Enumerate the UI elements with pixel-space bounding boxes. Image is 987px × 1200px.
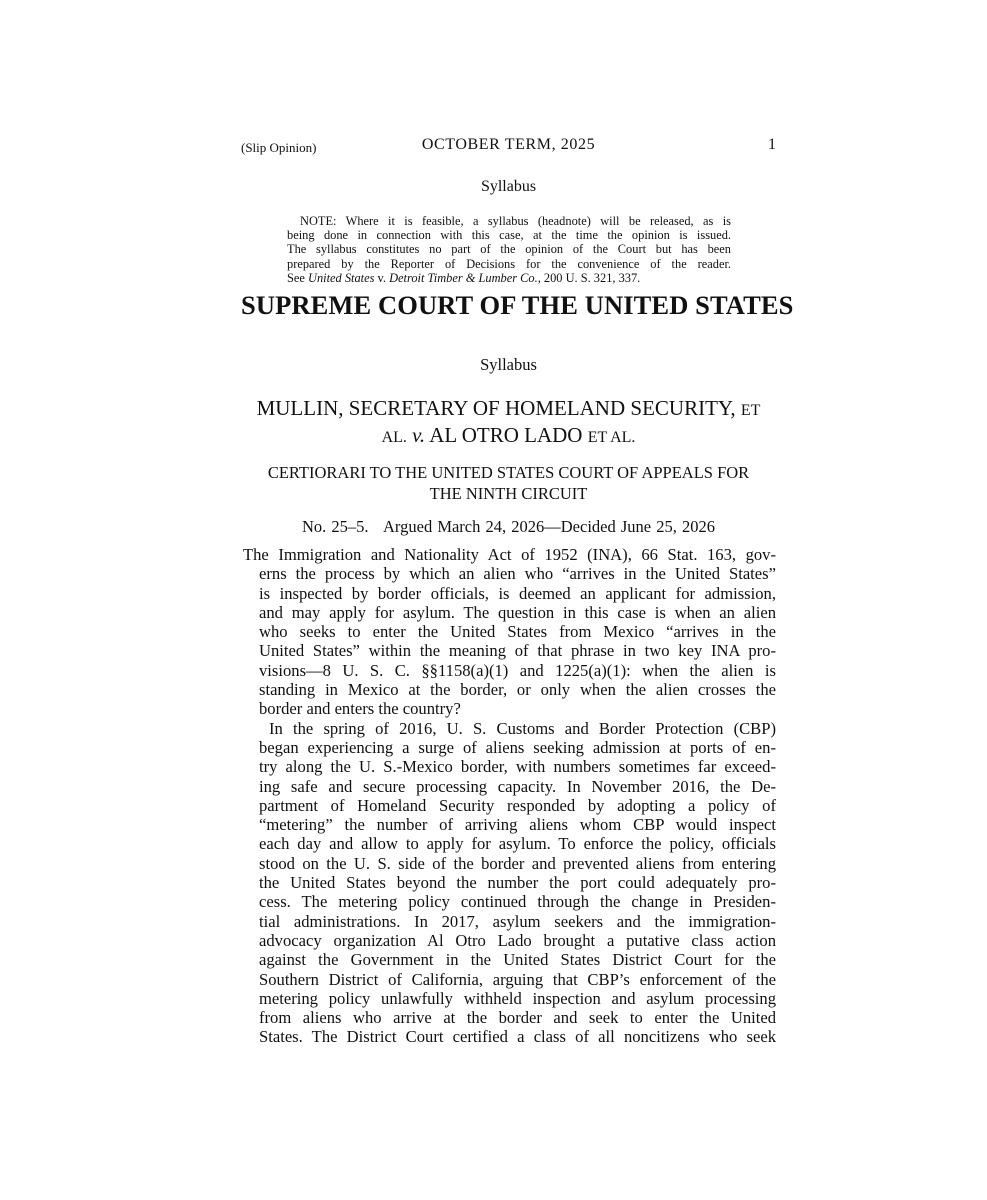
docket-line: No. 25–5. Argued March 24, 2026—Decided June 25, 2026	[302, 517, 715, 536]
body-line: tial administrations. In 2017, asylum seekers and the immigration-	[259, 911, 776, 931]
certiorari-line-1: CERTIORARI TO THE UNITED STATES COURT OF APPEALS FOR	[267, 463, 750, 482]
body-line: advocacy organization Al Otro Lado brought a putative class action	[259, 930, 776, 950]
caption-parties-1: MULLIN, SECRETARY OF HOMELAND SECURITY,	[256, 396, 736, 420]
caption-line-2	[241, 423, 776, 450]
caption-et: ET	[740, 402, 761, 419]
caption-line-1	[241, 396, 776, 423]
syllabus-heading-top: Syllabus	[480, 178, 537, 195]
body-line: The Immigration and Nationality Act of 1952 (INA), 66 Stat. 163, gov-	[243, 545, 776, 564]
note-line: prepared by the Reporter of Decisions for the convenience of the reader.	[287, 256, 731, 271]
body-line: Southern District of California, arguing that CBP’s enforcement of the	[259, 969, 776, 989]
note-line: The syllabus constitutes no part of the opinion of the Court but has been	[287, 242, 731, 257]
body-line: “metering” the number of arriving aliens whom CBP would inspect	[259, 815, 776, 835]
case-caption	[241, 396, 776, 450]
note-case-name-2: Detroit Timber & Lumber Co.,	[389, 270, 541, 285]
body-line: ing safe and secure processing capacity. In November 2016, the De-	[259, 776, 776, 796]
body-line: metering policy unlawfully withheld inspection and asylum processing	[259, 988, 776, 1008]
caption-et-al: ET AL.	[587, 429, 636, 446]
note-case-name-1: United States	[308, 270, 375, 285]
certiorari-heading	[241, 462, 776, 504]
page-number: 1	[768, 136, 776, 153]
body-line: try along the U. S.-Mexico border, with numbers sometimes far exceed-	[259, 757, 776, 777]
syllabus-heading: Syllabus	[480, 355, 537, 374]
reporter-note	[287, 214, 731, 285]
note-citation: 200 U. S. 321, 337.	[540, 270, 641, 285]
body-line: who seeks to enter the United States from Mexico “arrives in the	[259, 622, 776, 642]
note-see: See	[287, 270, 308, 285]
body-line: and may apply for asylum. The question in this case is when an alien	[259, 602, 776, 622]
running-header	[241, 136, 776, 158]
body-line: against the Government in the United States District Court for the	[259, 950, 776, 970]
body-line: from aliens who arrive at the border and seek to enter the United	[259, 1008, 776, 1028]
body-line: standing in Mexico at the border, or only when the alien crosses the	[259, 680, 776, 700]
slip-opinion-label: (Slip Opinion)	[241, 140, 317, 155]
caption-versus: v.	[412, 423, 426, 447]
syllabus-body	[243, 545, 776, 1047]
body-line: the United States beyond the number the port could adequately pro-	[259, 873, 776, 893]
note-citation-line	[287, 271, 731, 285]
body-line: began experiencing a surge of aliens seeking admission at ports of en-	[259, 737, 776, 757]
body-line: is inspected by border officials, is deemed an applicant for admission,	[259, 583, 776, 603]
certiorari-line-2: THE NINTH CIRCUIT	[429, 484, 588, 503]
body-line: States. The District Court certified a class of all noncitizens who seek	[259, 1027, 776, 1047]
court-name: SUPREME COURT OF THE UNITED STATES	[241, 290, 794, 320]
body-line: United States” within the meaning of that phrase in two key INA pro-	[259, 641, 776, 661]
note-line: NOTE: Where it is feasible, a syllabus (headnote) will be released, as is	[300, 214, 731, 228]
note-line: being done in connection with this case, at the time the opinion is issued.	[287, 228, 731, 243]
term-label: OCTOBER TERM, 2025	[421, 136, 596, 153]
body-line: visions—8 U. S. C. §§1158(a)(1) and 1225(a)(1): when the alien is	[259, 660, 776, 680]
caption-al: AL.	[381, 429, 407, 446]
body-line: cess. The metering policy continued through the change in Presiden-	[259, 892, 776, 912]
caption-parties-2: AL OTRO LADO	[429, 423, 583, 447]
note-versus: v.	[374, 270, 390, 285]
body-line: In the spring of 2016, U. S. Customs and Border Protection (CBP)	[269, 718, 776, 738]
body-line: stood on the U. S. side of the border and prevented aliens from entering	[259, 853, 776, 873]
body-line: erns the process by which an alien who “arrives in the United States”	[259, 564, 776, 584]
body-line: border and enters the country?	[259, 699, 461, 719]
body-line: each day and allow to apply for asylum. To enforce the policy, officials	[259, 834, 776, 854]
body-line: partment of Homeland Security responded by adopting a policy of	[259, 795, 776, 815]
